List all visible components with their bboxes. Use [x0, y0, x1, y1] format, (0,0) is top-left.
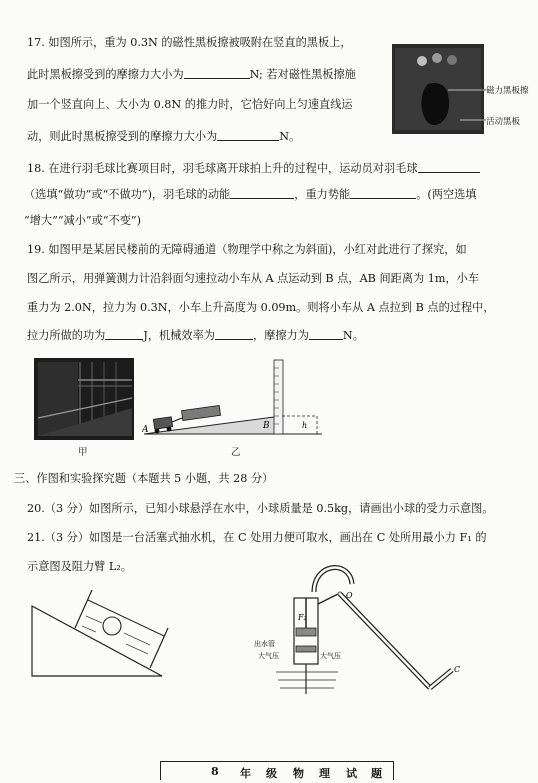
answer-blank[interactable] [350, 188, 416, 199]
q19-line4: 拉力所做的功为 J，机械效率为 ，摩擦力为 N。 [27, 329, 364, 342]
footer-char: 年 [240, 767, 251, 780]
label-board: 活动黑板 [486, 117, 521, 127]
label-B: B [263, 421, 270, 431]
answer-blank[interactable] [184, 68, 250, 79]
footer-char: 理 [319, 767, 330, 780]
q17-line4: 动，则此时黑板擦受到的摩擦力大小为 N。 [27, 130, 301, 143]
caption-jia: 甲 [78, 447, 88, 458]
answer-blank[interactable] [105, 329, 143, 340]
incline-cart-figure [142, 356, 330, 438]
answer-blank[interactable] [215, 329, 253, 340]
q21-line1: 21.（3 分）如图是一台活塞式抽水机，在 C 处用力便可取水，画出在 C 处所用最小力 F₁ 的 [27, 531, 487, 544]
label-O: O [346, 591, 353, 600]
q21-line2: 示意图及阻力臂 L₂。 [27, 560, 132, 573]
footer-char: 级 [266, 767, 277, 780]
label-h: h [302, 421, 308, 430]
answer-blank[interactable] [217, 130, 279, 141]
label-atm-left: 大气压 [258, 652, 279, 660]
label-eraser: 磁力黑板擦 [486, 86, 529, 96]
label-C: C [454, 665, 461, 674]
answer-blank[interactable] [230, 188, 294, 199]
q19-line2: 图乙所示，用弹簧测力计沿斜面匀速拉动小车从 A 点运动到 B 点，AB 间距离为 1m，小车 [27, 272, 480, 285]
footer-char: 8 [211, 765, 219, 778]
answer-blank[interactable] [309, 329, 343, 340]
section-heading: 三、作图和实验探究题（本题共 5 小题，共 28 分） [14, 472, 274, 485]
page-footer [160, 761, 394, 780]
q18-line2: （选填“做功”或“不做功”)，羽毛球的动能 ，重力势能 。(两空选填 [24, 188, 477, 201]
label-F2: F₂ [298, 613, 307, 622]
ramp-photo [34, 358, 134, 440]
q19-line1: 19. 如图甲是某居民楼前的无障碍通道（物理学中称之为斜面)，小红对此进行了探究，如 [27, 243, 467, 256]
q19-line3: 重力为 2.0N，拉力为 0.3N，小车上升高度为 0.09m。则将小车从 A 点拉到 B 点的过程中， [27, 301, 495, 314]
q18-line3: “增大”“减小”或“不变”) [24, 214, 141, 227]
q18-line1: 18. 在进行羽毛球比赛项目时，羽毛球离开球拍上升的过程中，运动员对羽毛球 [27, 162, 480, 176]
footer-char: 物 [293, 767, 304, 780]
q20-line: 20.（3 分）如图所示，已知小球悬浮在水中，小球质量是 0.5kg，请画出小球的受力示意图。 [27, 502, 494, 515]
label-A: A [142, 425, 149, 435]
eraser-board-figure [392, 44, 538, 138]
answer-blank[interactable] [418, 162, 480, 173]
q17-line2: 此时黑板擦受到的摩擦力大小为 N; 若对磁性黑板擦施 [27, 68, 356, 81]
water-pump-figure [254, 554, 476, 696]
q17-line3: 加一个竖直向上、大小为 0.8N 的推力时，它恰好向上匀速直线运 [27, 98, 353, 111]
q17-line1: 17. 如图所示，重为 0.3N 的磁性黑板擦被吸附在竖直的黑板上， [27, 36, 352, 49]
footer-char: 题 [371, 767, 382, 780]
caption-yi: 乙 [231, 447, 241, 458]
footer-char: 试 [346, 767, 357, 780]
label-outlet: 出水管 [254, 640, 275, 648]
label-atm-right: 大气压 [320, 652, 341, 660]
floating-ball-figure [30, 588, 180, 680]
